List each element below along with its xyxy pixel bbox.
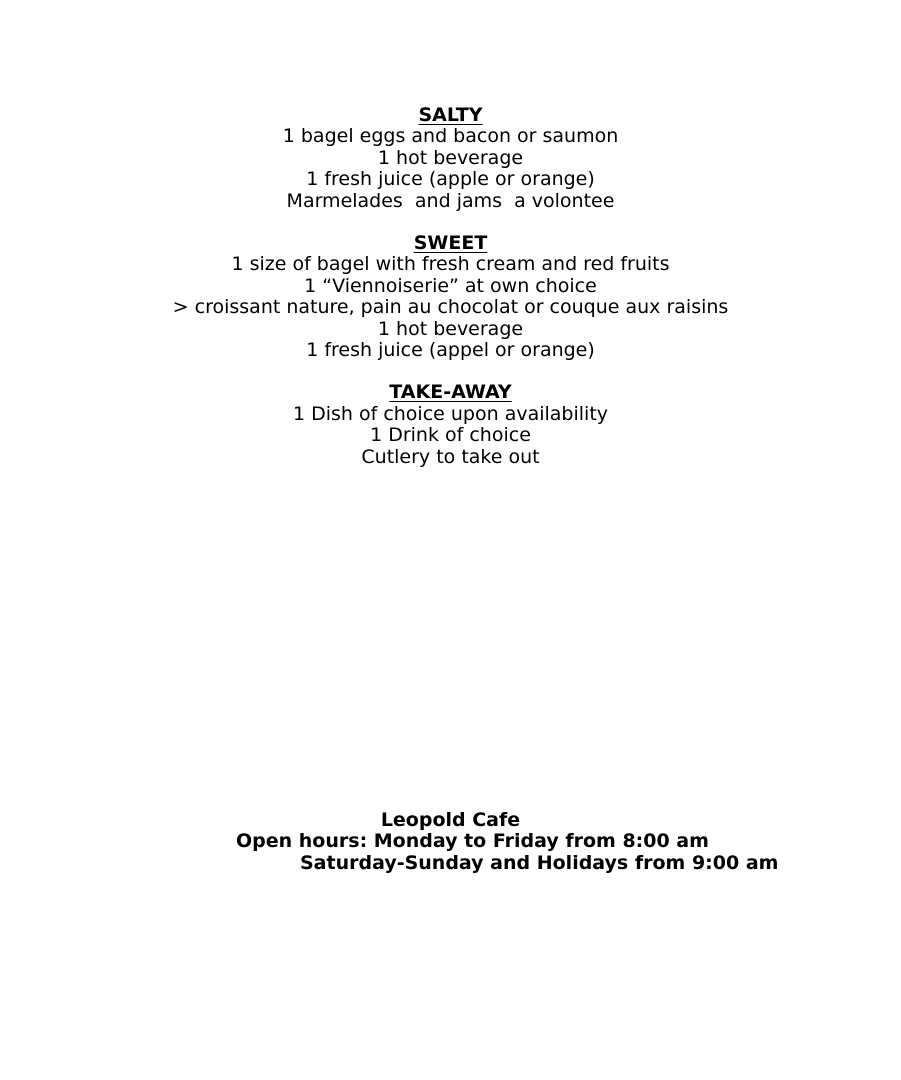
salty-title: SALTY (418, 104, 483, 126)
salty-line-3: 1 fresh juice (apple or orange) (306, 168, 595, 191)
salty-line-1: 1 bagel eggs and bacon or saumon (282, 125, 619, 148)
takeaway-line-2: 1 Drink of choice (370, 424, 531, 447)
takeaway-line-3: Cutlery to take out (361, 445, 540, 468)
sweet-section (0, 233, 901, 361)
sweet-line-5: 1 fresh juice (appel or orange) (306, 339, 595, 362)
menu-content (0, 105, 901, 489)
cafe-name: Leopold Cafe (380, 809, 521, 831)
sweet-line-4: 1 hot beverage (377, 317, 524, 340)
salty-line-4: Marmelades and jams a volontee (286, 189, 615, 212)
sweet-title: SWEET (413, 232, 488, 255)
salty-section (0, 105, 901, 212)
weekend-hours: Saturday-Sunday and Holidays from 9:00 am (300, 851, 779, 874)
sweet-line-3: > croissant nature, pain au chocolat or couque aux raisins (172, 296, 729, 319)
sweet-line-2: 1 “Viennoiserie” at own choice (304, 274, 597, 297)
weekday-hours: Open hours: Monday to Friday from 8:00 am (236, 830, 709, 853)
sweet-line-1: 1 size of bagel with fresh cream and red fruits (231, 253, 670, 276)
salty-line-2: 1 hot beverage (377, 146, 524, 169)
takeaway-title: TAKE-AWAY (389, 381, 512, 404)
takeaway-line-1: 1 Dish of choice upon availability (292, 402, 609, 425)
takeaway-section (0, 382, 901, 468)
cafe-footer (0, 810, 901, 874)
